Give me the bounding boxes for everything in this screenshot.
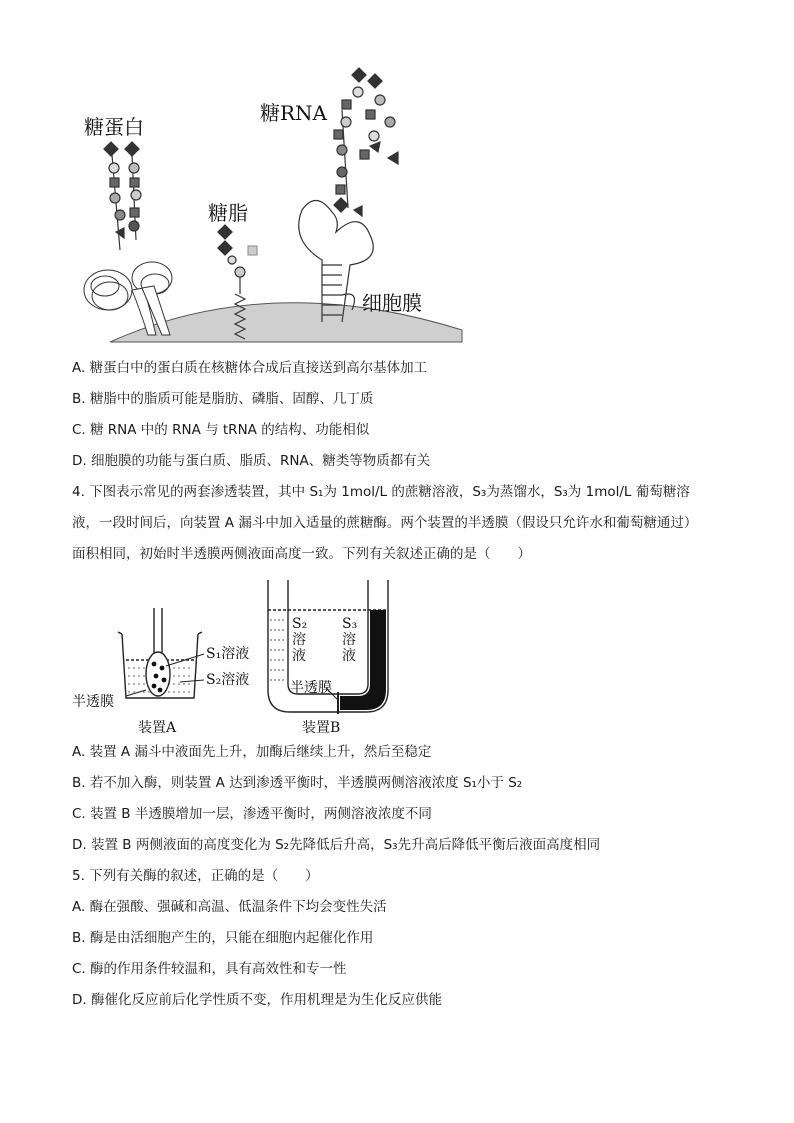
q5-option-d: D. 酶催化反应前后化学性质不变，作用机理是为生化反应供能 [72,992,442,1008]
q5-stem: 5. 下列有关酶的叙述，正确的是（ ） [72,868,319,884]
q4-option-c: C. 装置 B 半透膜增加一层，渗透平衡时，两侧溶液浓度不同 [72,806,432,822]
device-b-caption: 装置B [302,720,341,736]
device-b-s3-label: S₃ [342,616,358,632]
q5-option-b: B. 酶是由活细胞产生的，只能在细胞内起催化作用 [72,930,374,946]
q5-option-a: A. 酶在强酸、强碱和高温、低温条件下均会变性失活 [72,899,387,915]
q3-option-c: C. 糖 RNA 中的 RNA 与 tRNA 的结构、功能相似 [72,422,370,438]
q4-option-d: D. 装置 B 两侧液面的高度变化为 S₂先降低后升高，S₃先升高后降低平衡后液面高度相同 [72,837,601,853]
q4-option-b: B. 若不加入酶，则装置 A 达到渗透平衡时，半透膜两侧溶液浓度 S₁小于 S₂ [72,775,523,791]
device-a-caption: 装置A [138,720,177,736]
membrane-label: 细胞膜 [362,291,422,315]
glycolipid-label: 糖脂 [208,201,248,225]
q3-option-b: B. 糖脂中的脂质可能是脂肪、磷脂、固醇、几丁质 [72,391,374,407]
q4-stem-line-1: 4. 下图表示常见的两套渗透装置，其中 S₁为 1mol/L 的蔗糖溶液，S₃为蒸馏水，S₃为 1mol/L 葡萄糖溶 [72,484,690,500]
device-b-s2-rong: 溶 [292,632,306,648]
glycoprotein-shape [84,262,172,335]
device-b-s3-rong: 溶 [342,632,356,648]
s1-solution-label: S₁溶液 [206,646,250,662]
glycoprotein-sugar-chain [104,142,141,250]
q4-option-a: A. 装置 A 漏斗中液面先上升，加酶后继续上升，然后至稳定 [72,744,432,760]
device-b-s2-ye: 液 [292,648,306,664]
glycoprotein-label: 糖蛋白 [84,115,144,139]
membrane-glycoconjugate-figure [70,60,470,350]
device-a-membrane-label: 半透膜 [72,694,114,710]
q3-option-d: D. 细胞膜的功能与蛋白质、脂质、RNA、糖类等物质都有关 [72,453,431,469]
glycorna-label: 糖RNA [260,101,328,125]
q4-stem-line-2: 液，一段时间后，向装置 A 漏斗中加入适量的蔗糖酶。两个装置的半透膜（假设只允许水和葡萄糖通过） [72,515,698,531]
osmosis-devices-figure [70,572,410,737]
q5-option-c: C. 酶的作用条件较温和，具有高效性和专一性 [72,961,347,977]
device-b-membrane-label: 半透膜 [290,680,332,696]
q3-option-a: A. 糖蛋白中的蛋白质在核糖体合成后直接送到高尔基体加工 [72,360,428,376]
device-b-s3-ye: 液 [342,648,356,664]
s2-solution-label: S₂溶液 [206,672,250,688]
device-b-s2-label: S₂ [292,616,308,632]
device-a-beaker [118,608,202,698]
q4-stem-line-3: 面积相同，初始时半透膜两侧液面高度一致。下列有关叙述正确的是（ ） [72,546,531,562]
